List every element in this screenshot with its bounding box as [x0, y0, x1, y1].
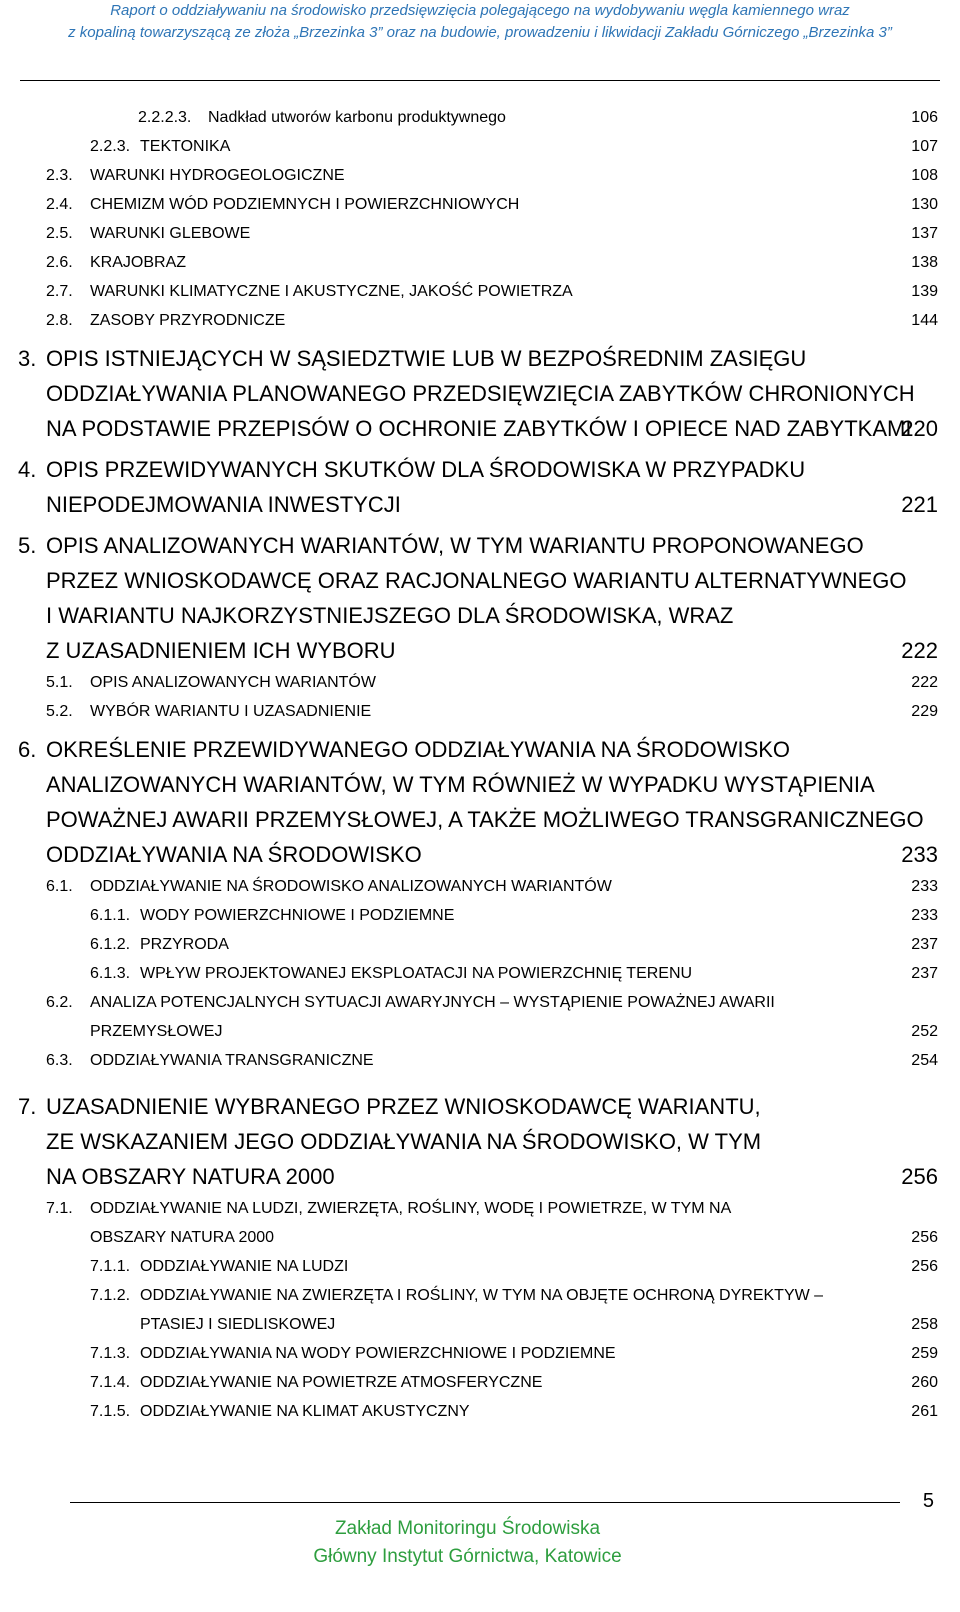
toc-entry-title: OKREŚLENIE PRZEWIDYWANEGO ODDZIAŁYWANIA NA ŚRODOWISKO [46, 737, 791, 762]
toc-entry-title: WARUNKI GLEBOWE [90, 225, 251, 242]
toc-entry[interactable] [0, 248, 960, 277]
toc-entry-title: ZE WSKAZANIEM JEGO ODDZIAŁYWANIA NA ŚRODOWISKO, W TYM [46, 1129, 762, 1154]
toc-entry-number: 4. [18, 457, 37, 482]
toc-entry-title: ODDZIAŁYWANIA PLANOWANEGO PRZEDSIĘWZIĘCIA ZABYTKÓW CHRONIONYCH [46, 381, 915, 406]
toc-entry-title: WYBÓR WARIANTU I UZASADNIENIE [90, 703, 372, 720]
toc-entry-title: KRAJOBRAZ [90, 254, 187, 271]
toc-entry-line [0, 528, 960, 563]
toc-entry-number: 7.1.3. [90, 1345, 131, 1362]
toc-entry[interactable] [0, 103, 960, 132]
toc-entry-page: 233 [901, 842, 938, 867]
toc-entry-line [0, 219, 960, 248]
toc-entry-line [0, 487, 960, 522]
toc-entry-title: POWAŻNEJ AWARII PRZEMYSŁOWEJ, A TAKŻE MOŻLIWEGO TRANSGRANICZNEGO [46, 807, 924, 832]
toc-entry-line [0, 306, 960, 335]
footer-line-1: Zakład Monitoringu Środowiska [334, 1518, 601, 1539]
toc-entry-title: Nadkład utworów karbonu produktywnego [208, 109, 506, 126]
toc-entry-title: WARUNKI HYDROGEOLOGICZNE [90, 167, 345, 184]
toc-entry-number: 2.6. [46, 254, 73, 271]
toc-entry-page: 254 [911, 1052, 938, 1069]
toc-entry-page: 260 [911, 1374, 938, 1391]
toc-entry-line [0, 1368, 960, 1397]
toc-entry-number: 5.1. [46, 674, 73, 691]
toc-entry[interactable] [0, 1281, 960, 1339]
toc-entry[interactable] [0, 132, 960, 161]
table-of-contents [0, 103, 960, 1426]
footer-line-2: Główny Instytut Górnictwa, Katowice [313, 1546, 622, 1567]
toc-entry-number: 2.3. [46, 167, 73, 184]
toc-entry-title: ODDZIAŁYWANIE NA LUDZI, ZWIERZĘTA, ROŚLINY, WODĘ I POWIETRZE, W TYM NA [90, 1200, 732, 1217]
toc-entry-page: 256 [911, 1229, 938, 1246]
toc-entry-title: OPIS ISTNIEJĄCYCH W SĄSIEDZTWIE LUB W BEZPOŚREDNIM ZASIĘGU [46, 346, 807, 371]
toc-entry-page: 139 [911, 283, 938, 300]
toc-entry-line [0, 1194, 960, 1223]
toc-entry[interactable] [0, 277, 960, 306]
toc-entry[interactable] [0, 1194, 960, 1252]
toc-entry-number: 2.4. [46, 196, 73, 213]
toc-entry-page: 258 [911, 1316, 938, 1333]
toc-entry-page: 252 [911, 1023, 938, 1040]
toc-entry[interactable] [0, 1339, 960, 1368]
toc-entry-title: ODDZIAŁYWANIE NA LUDZI [140, 1258, 349, 1275]
toc-entry[interactable] [0, 901, 960, 930]
toc-entry-page: 108 [911, 167, 938, 184]
toc-entry-number: 6.1. [46, 878, 73, 895]
toc-entry[interactable] [0, 959, 960, 988]
toc-entry[interactable] [0, 668, 960, 697]
toc-entry[interactable] [0, 1252, 960, 1281]
toc-entry-page: 229 [911, 703, 938, 720]
toc-entry[interactable] [0, 872, 960, 901]
toc-entry-title: ANALIZOWANYCH WARIANTÓW, W TYM RÓWNIEŻ W WYPADKU WYSTĄPIENIA [46, 772, 875, 797]
toc-entry[interactable] [0, 1089, 960, 1194]
toc-entry-number: 2.5. [46, 225, 73, 242]
toc-entry-line [0, 1310, 960, 1339]
page-number: 5 [922, 1490, 934, 1512]
toc-entry-line [0, 1252, 960, 1281]
toc-entry-line [0, 277, 960, 306]
toc-entry[interactable] [0, 452, 960, 522]
toc-entry-number: 7.1.2. [90, 1287, 131, 1304]
footer-divider [70, 1502, 900, 1503]
toc-entry-page: 138 [911, 254, 938, 271]
document-footer [0, 1515, 935, 1571]
toc-entry-title: ANALIZA POTENCJALNYCH SYTUACJI AWARYJNYCH – WYSTĄPIENIE POWAŻNEJ AWARII [90, 994, 775, 1011]
toc-entry-title: ODDZIAŁYWANIE NA KLIMAT AKUSTYCZNY [140, 1403, 470, 1420]
toc-entry[interactable] [0, 988, 960, 1046]
toc-entry-line [0, 1017, 960, 1046]
toc-entry-number: 5. [18, 533, 37, 558]
toc-entry-line [0, 341, 960, 376]
toc-entry[interactable] [0, 190, 960, 219]
toc-entry-line [0, 1397, 960, 1426]
toc-entry-line [0, 802, 960, 837]
toc-entry-number: 5.2. [46, 703, 73, 720]
toc-entry-line [0, 837, 960, 872]
header-divider [20, 80, 940, 81]
toc-entry-number: 6.3. [46, 1052, 73, 1069]
toc-entry-line [0, 872, 960, 901]
toc-entry-number: 2.2.2.3. [138, 109, 192, 126]
toc-entry-line [0, 1159, 960, 1194]
toc-entry-title: ZASOBY PRZYRODNICZE [90, 312, 286, 329]
toc-entry-line [0, 1223, 960, 1252]
toc-entry-page: 144 [911, 312, 938, 329]
toc-entry[interactable] [0, 161, 960, 190]
toc-entry-line [0, 190, 960, 219]
toc-entry-number: 6.1.1. [90, 907, 131, 924]
toc-entry-page: 256 [911, 1258, 938, 1275]
toc-entry-line [0, 930, 960, 959]
toc-entry-number: 3. [18, 346, 37, 371]
toc-entry-title: PRZEMYSŁOWEJ [90, 1023, 223, 1040]
toc-entry-number: 7.1.5. [90, 1403, 131, 1420]
toc-entry-line [0, 452, 960, 487]
toc-entry-page: 233 [911, 878, 938, 895]
toc-entry-line [0, 563, 960, 598]
toc-entry[interactable] [0, 930, 960, 959]
toc-entry-number: 7.1. [46, 1200, 73, 1217]
toc-entry-title: NA OBSZARY NATURA 2000 [46, 1164, 335, 1189]
toc-entry-number: 2.2.3. [90, 138, 131, 155]
toc-entry[interactable] [0, 1397, 960, 1426]
toc-entry-title: ODDZIAŁYWANIA TRANSGRANICZNE [90, 1052, 374, 1069]
toc-entry-number: 2.8. [46, 312, 73, 329]
toc-entry-title: I WARIANTU NAJKORZYSTNIEJSZEGO DLA ŚRODOWISKA, WRAZ [46, 603, 734, 628]
toc-entry[interactable] [0, 219, 960, 248]
toc-entry-number: 6. [18, 737, 37, 762]
toc-entry-title: ODDZIAŁYWANIA NA ŚRODOWISKO [46, 842, 422, 867]
toc-entry-page: 261 [911, 1403, 938, 1420]
toc-entry-title: ODDZIAŁYWANIE NA ŚRODOWISKO ANALIZOWANYCH WARIANTÓW [90, 878, 612, 895]
toc-entry[interactable] [0, 341, 960, 446]
toc-entry[interactable] [0, 528, 960, 668]
toc-entry-line [0, 161, 960, 190]
toc-entry-line [0, 767, 960, 802]
toc-entry-line [0, 1281, 960, 1310]
toc-entry-title: UZASADNIENIE WYBRANEGO PRZEZ WNIOSKODAWCĘ WARIANTU, [46, 1094, 761, 1119]
toc-entry-number: 6.1.2. [90, 936, 131, 953]
toc-entry-title: WODY POWIERZCHNIOWE I PODZIEMNE [140, 907, 455, 924]
toc-entry-page: 259 [911, 1345, 938, 1362]
toc-entry-page: 222 [901, 638, 938, 663]
toc-entry-title: ODDZIAŁYWANIE NA ZWIERZĘTA I ROŚLINY, W TYM NA OBJĘTE OCHRONĄ DYREKTYW – [140, 1287, 824, 1304]
toc-entry-title: Z UZASADNIENIEM ICH WYBORU [46, 638, 396, 663]
toc-entry-page: 233 [911, 907, 938, 924]
toc-entry-title: OPIS ANALIZOWANYCH WARIANTÓW [90, 674, 376, 691]
toc-entry-line [0, 411, 960, 446]
toc-entry-title: OPIS PRZEWIDYWANYCH SKUTKÓW DLA ŚRODOWISKA W PRZYPADKU [46, 457, 806, 482]
toc-entry-title: ODDZIAŁYWANIA NA WODY POWIERZCHNIOWE I PODZIEMNE [140, 1345, 616, 1362]
toc-entry-page: 106 [911, 109, 938, 126]
header-line-2: z kopaliną towarzyszącą ze złoża „Brzezinka 3” oraz na budowie, prowadzeniu i likwidacji Zakładu Górniczego „Brzezinka 3” [68, 24, 892, 41]
toc-entry-page: 137 [911, 225, 938, 242]
toc-entry-title: PRZYRODA [140, 936, 229, 953]
toc-entry-title: PTASIEJ I SIEDLISKOWEJ [140, 1316, 336, 1333]
toc-entry-line [0, 901, 960, 930]
toc-entry-line [0, 1046, 960, 1075]
toc-entry-line [0, 376, 960, 411]
toc-entry-page: 222 [911, 674, 938, 691]
toc-entry-page: 107 [911, 138, 938, 155]
toc-entry[interactable] [0, 1046, 960, 1075]
toc-entry-page: 256 [901, 1164, 938, 1189]
toc-entry-title: OBSZARY NATURA 2000 [90, 1229, 275, 1246]
toc-entry-title: PRZEZ WNIOSKODAWCĘ ORAZ RACJONALNEGO WARIANTU ALTERNATYWNEGO [46, 568, 907, 593]
toc-entry-page: 221 [901, 492, 938, 517]
header-line-1: Raport o oddziaływaniu na środowisko przedsięwzięcia polegającego na wydobywaniu węgla kamiennego wraz [110, 2, 850, 19]
toc-entry[interactable] [0, 732, 960, 872]
toc-entry-line [0, 732, 960, 767]
toc-entry-title: OPIS ANALIZOWANYCH WARIANTÓW, W TYM WARIANTU PROPONOWANEGO [46, 533, 864, 558]
toc-entry-line [0, 103, 960, 132]
toc-entry-number: 6.1.3. [90, 965, 131, 982]
toc-entry-title: NA PODSTAWIE PRZEPISÓW O OCHRONIE ZABYTKÓW I OPIECE NAD ZABYTKAMI [46, 416, 912, 441]
toc-entry-line [0, 697, 960, 726]
toc-entry-page: 237 [911, 965, 938, 982]
toc-entry-line [0, 988, 960, 1017]
toc-entry-line [0, 1339, 960, 1368]
toc-entry-line [0, 132, 960, 161]
toc-entry-title: WARUNKI KLIMATYCZNE I AKUSTYCZNE, JAKOŚĆ POWIETRZA [90, 283, 573, 300]
toc-entry-line [0, 248, 960, 277]
toc-entry-title: TEKTONIKA [140, 138, 231, 155]
toc-entry-line [0, 959, 960, 988]
toc-entry-page: 220 [901, 416, 938, 441]
toc-entry-title: ODDZIAŁYWANIE NA POWIETRZE ATMOSFERYCZNE [140, 1374, 543, 1391]
toc-entry-number: 7.1.1. [90, 1258, 131, 1275]
toc-entry[interactable] [0, 306, 960, 335]
toc-entry[interactable] [0, 697, 960, 726]
toc-entry-title: WPŁYW PROJEKTOWANEJ EKSPLOATACJI NA POWIERZCHNIĘ TERENU [140, 965, 693, 982]
toc-entry-page: 130 [911, 196, 938, 213]
toc-entry-number: 7. [18, 1094, 37, 1119]
toc-entry-number: 7.1.4. [90, 1374, 131, 1391]
document-header [0, 0, 960, 44]
toc-entry[interactable] [0, 1368, 960, 1397]
toc-entry-number: 2.7. [46, 283, 73, 300]
toc-entry-line [0, 633, 960, 668]
toc-entry-line [0, 1089, 960, 1124]
toc-entry-line [0, 598, 960, 633]
toc-entry-line [0, 668, 960, 697]
toc-entry-page: 237 [911, 936, 938, 953]
toc-entry-title: NIEPODEJMOWANIA INWESTYCJI [46, 492, 401, 517]
toc-entry-number: 6.2. [46, 994, 73, 1011]
toc-entry-line [0, 1124, 960, 1159]
toc-entry-title: CHEMIZM WÓD PODZIEMNYCH I POWIERZCHNIOWYCH [90, 196, 520, 213]
